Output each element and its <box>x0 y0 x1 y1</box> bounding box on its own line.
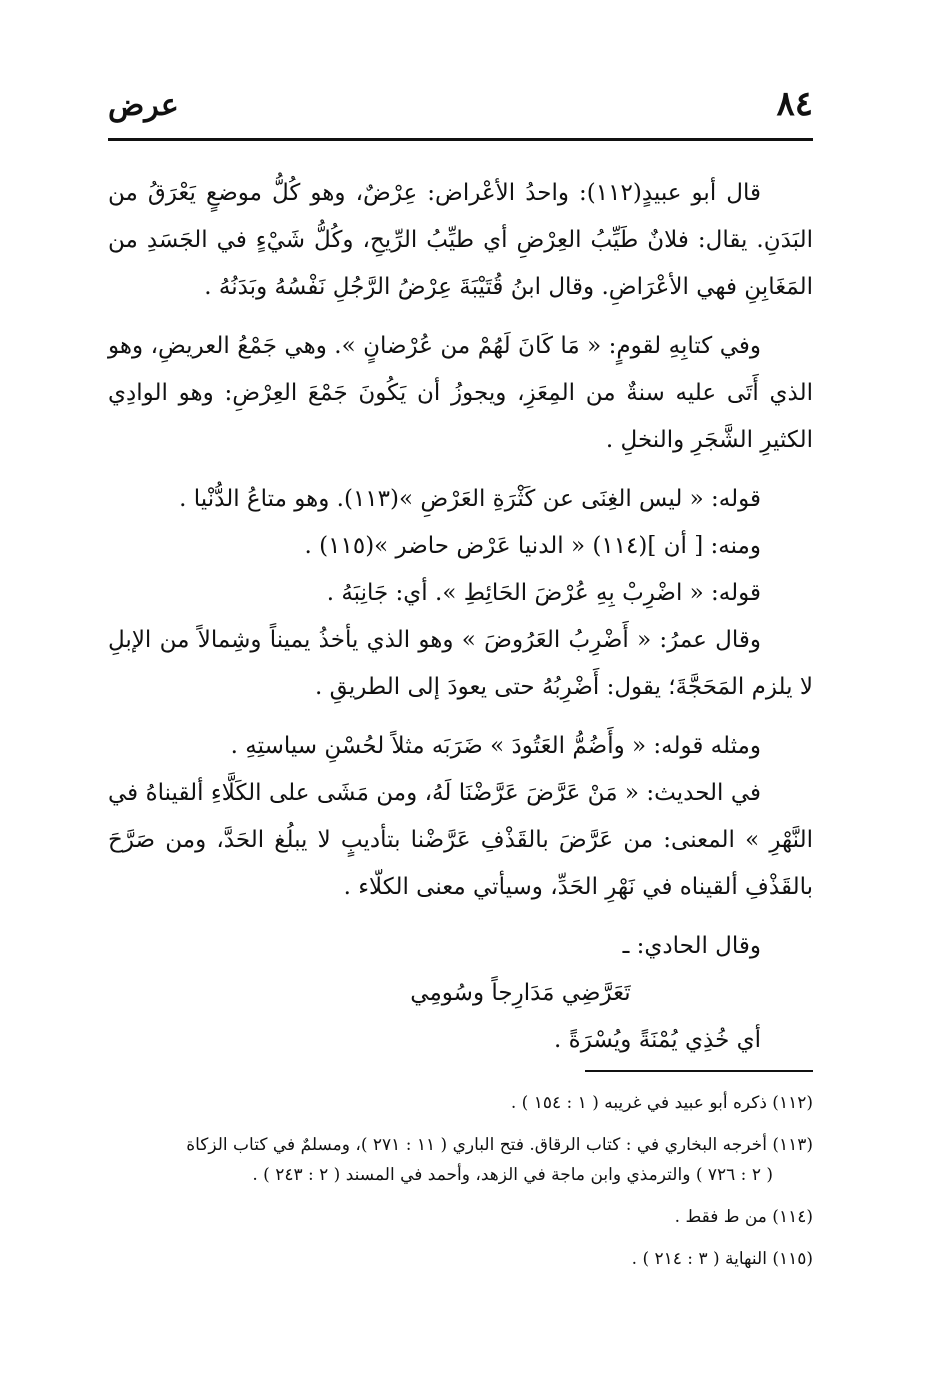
page-number: ٨٤ <box>776 84 813 124</box>
running-head-title: عرض <box>108 88 179 123</box>
page-header <box>108 84 813 134</box>
paragraph-7: ومثله قوله: « وأَضُمُّ العَتُودَ » ضَرَبَه مثلاً لحُسْنِ سياستِهِ . <box>230 733 761 759</box>
footnotes <box>108 1088 813 1286</box>
paragraph-3: قوله: « ليس الغِنَى عن كَثْرَةِ العَرْضِ »(١١٣). وهو متاعُ الدُّنْيا . <box>179 486 761 512</box>
paragraph-5: قوله: « اضْرِبْ بِهِ عُرْضَ الحَائِطِ ». أي: جَانِبَهُ . <box>326 580 761 606</box>
footnote-113-continued: ( ٢ : ٧٢٦ ) والترمذي وابن ماجة في الزهد، وأحمد في المسند ( ٢ : ٢٤٣ ) . <box>252 1165 773 1185</box>
footnote-115: (١١٥) النهاية ( ٣ : ٢١٤ ) . <box>631 1249 813 1269</box>
footnote-divider <box>585 1070 813 1072</box>
paragraph-2: وفي كتابِهِ لقومٍ: « مَا كَانَ لَهُمْ من عُرْضانٍ ». وهي جَمْعُ العريضِ، وهو الذي أَتَى عليه سنةٌ من المِعَزِ، ويجوزُ أن يَكُونَ جَمْعَ العِرْضِ: وهو الوادِي الكثيرِ الشَّجَرِ والنخلِ . <box>108 333 813 453</box>
paragraph-4: ومنه: [ أن ](١١٤) « الدنيا عَرْض حاضر »(١١٥) . <box>304 533 761 559</box>
footnote-112: (١١٢) ذكره أبو عبيد في غريبه ( ١ : ١٥٤ ) . <box>510 1093 813 1113</box>
footnote-113: (١١٣) أخرجه البخاري في : كتاب الرقاق. فتح الباري ( ١١ : ٢٧١ )، ومسلمٌ في كتاب الزكاة <box>186 1135 813 1155</box>
paragraph-8: في الحديث: « مَنْ عَرَّضَ عَرَّضْنَا لَهُ، ومن مَشَى على الكَلَّاءِ ألقيناهُ في النَّهْرِ » المعنى: من عَرَّضَ بالقَذْفِ عَرَّضْنا بتأديبٍ لا يبلُغ الحَدَّ، ومن صَرَّحَ بالقَذْفِ ألقيناه في نَهْرِ الحَدِّ، وسيأتي معنى الكلّاء . <box>108 780 813 900</box>
paragraph-6: وقال عمرُ: « أَضْرِبُ العَرُوضَ » وهو الذي يأخذُ يميناً وشِمالاً من الإبلِ لا يلزم المَحَجَّةَ؛ يقول: أَضْرِبُهُ حتى يعودَ إلى الطريقِ . <box>108 627 813 700</box>
main-text <box>108 170 813 1064</box>
verse-explanation: أي خُذِي يُمْنَةً ويُسْرَةً . <box>554 1027 761 1053</box>
verse-line: تَعَرَّضِي مَدَارِجاً وسُومِي <box>410 980 631 1006</box>
header-divider <box>108 138 813 141</box>
footnote-114: (١١٤) من ط فقط . <box>674 1207 813 1227</box>
paragraph-9: وقال الحادي: ـ <box>622 933 761 959</box>
paragraph-1: قال أبو عبيدٍ(١١٢): واحدُ الأعْراض: عِرْضٌ، وهو كُلُّ موضعٍ يَعْرَقُ من البَدَنِ. يقال: فلانٌ طَيِّبُ العِرْضِ أي طيِّبُ الرِّيحِ، وكُلُّ شَيْءٍ في الجَسَدِ من المَغَابِنِ فهي الأعْرَاضِ. وقال ابنُ قُتَيْبَةَ عِرْضُ الرَّجُلِ نَفْسُهُ وبَدَنُهُ . <box>108 180 813 300</box>
